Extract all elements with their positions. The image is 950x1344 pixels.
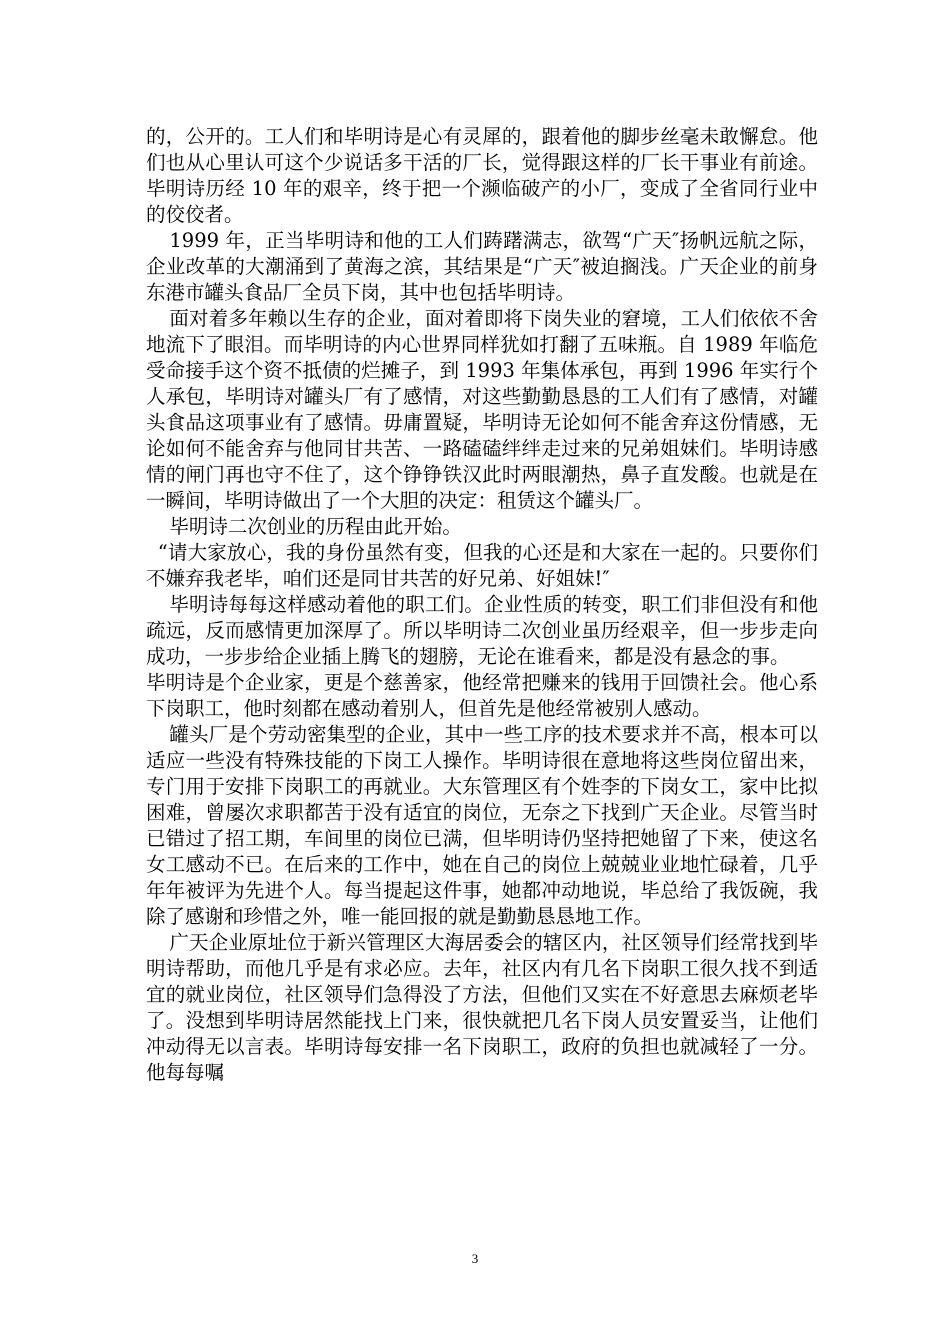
paragraph-5: “请大家放心，我的身份虽然有变，但我的心还是和大家在一起的。只要你们不嫌弃我老毕，咱们还是同甘共苦的好兄弟、好姐妹!″ bbox=[146, 541, 818, 590]
paragraph-4: 毕明诗二次创业的历程由此开始。 bbox=[169, 515, 462, 538]
paragraph-8: 罐头厂是个劳动密集型的企业，其中一些工序的技术要求并不高，根本可以适应一些没有特殊技能的下岗工人操作。毕明诗很在意地将这些岗位留出来，专门用于安排下岗职工的再就业。大东管理区有个姓李的下岗女工，家中比拟困难，曾屡次求职都苦于没有适宜的岗位，无奈之下找到广天企业。尽管当时已错过了招工期，车间里的岗位已满，但毕明诗仍坚持把她留了下来，使这名女工感动不已。在后来的工作中，她在自己的岗位上兢兢业业地忙碌着，几乎年年被评为先进个人。每当提起这件事，她都冲动地说，毕总给了我饭碗，我除了感谢和珍惜之外，唯一能回报的就是勤勤恳恳地工作。 bbox=[146, 723, 818, 928]
paragraph-2: 1999 年，正当毕明诗和他的工人们踌躇满志，欲驾“广天″扬帆远航之际，企业改革的大潮涌到了黄海之滨，其结果是“广天″被迫搁浅。广天企业的前身东港市罐头食品厂全员下岗，其中也包括毕明诗。 bbox=[146, 229, 818, 304]
page-number: 3 bbox=[471, 1251, 479, 1266]
paragraph-1: 的，公开的。工人们和毕明诗是心有灵犀的，跟着他的脚步丝毫未敢懈怠。他们也从心里认可这个少说话多干活的厂长，觉得跟这样的厂长干事业有前途。毕明诗历经 10 年的艰辛，终于把一个濒临破产的小厂，变成了全省同行业中的佼佼者。 bbox=[146, 125, 818, 226]
paragraph-3: 面对着多年赖以生存的企业，面对着即将下岗失业的窘境，工人们依依不舍地流下了眼泪。而毕明诗的内心世界同样犹如打翻了五味瓶。自 1989 年临危受命接手这个资不抵债的烂摊子，到 1993 年集体承包，再到 1996 年实行个人承包，毕明诗对罐头厂有了感情，对这些勤勤恳恳的工人们有了感情，对罐头食品这项事业有了感情。毋庸置疑，毕明诗无论如何不能舍弃这份情感，无论如何不能舍弃与他同甘共苦、一路磕磕绊绊走过来的兄弟姐妹们。毕明诗感情的闸门再也守不住了，这个铮铮铁汉此时两眼潮热，鼻子直发酸。也就是在一瞬间，毕明诗做出了一个大胆的决定：租赁这个罐头厂。 bbox=[146, 307, 818, 512]
paragraph-6: 毕明诗每每这样感动着他的职工们。企业性质的转变，职工们非但没有和他疏远，反而感情更加深厚了。所以毕明诗二次创业虽历经艰辛，但一步步走向成功，一步步给企业插上腾飞的翅膀，无论在谁看来，都是没有悬念的事。 bbox=[146, 593, 818, 668]
paragraph-9: 广天企业原址位于新兴管理区大海居委会的辖区内，社区领导们经常找到毕明诗帮助，而他几乎是有求必应。去年，社区内有几名下岗职工很久找不到适宜的就业岗位，社区领导们急得没了方法，但他们又实在不好意思去麻烦老毕了。没想到毕明诗居然能找上门来，很快就把几名下岗人员安置妥当，让他们冲动得无以言表。毕明诗每安排一名下岗职工，政府的负担也就减轻了一分。他每每嘱 bbox=[146, 931, 818, 1084]
paragraph-7: 毕明诗是个企业家，更是个慈善家，他经常把赚来的钱用于回馈社会。他心系下岗职工，他时刻都在感动着别人，但首先是他经常被别人感动。 bbox=[146, 671, 818, 720]
body-text bbox=[146, 124, 818, 1086]
